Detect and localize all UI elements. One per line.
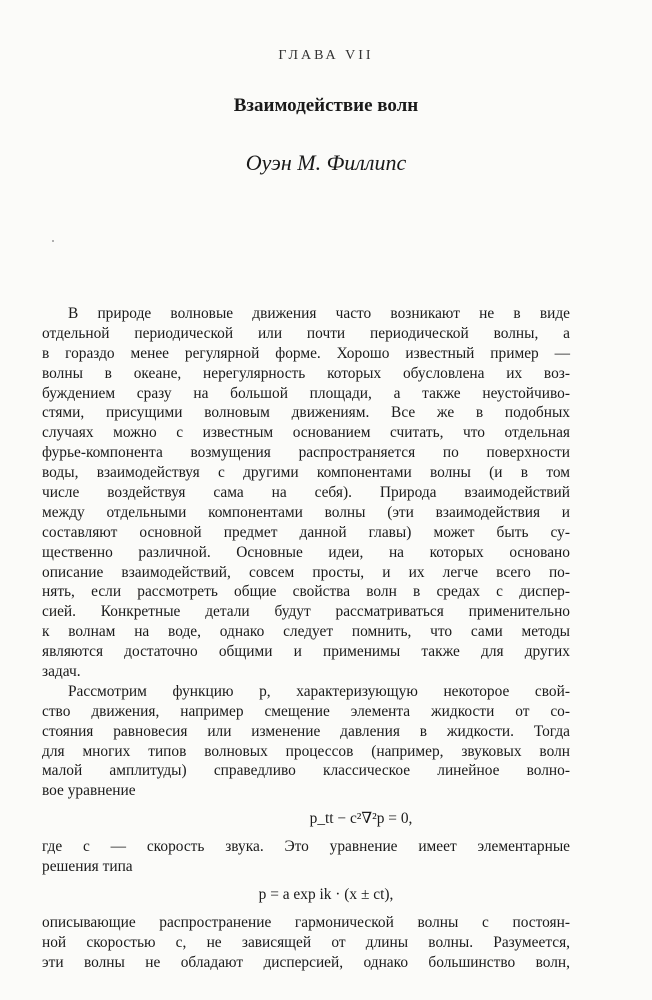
text-line: между отдельными компонентами волны (эти взаимодействия и (42, 503, 570, 521)
text-line: являются достаточно общими и применимы также для других (42, 643, 570, 661)
text-line: щественно различной. Основные идеи, на которых основано (42, 543, 570, 561)
page-speck (52, 240, 54, 242)
author-name: Оуэн М. Филлипс (245, 150, 407, 175)
text-line: фурье-компонента возмущения распространяется по поверхности (42, 444, 570, 462)
text-line: буждением сразу на большой площади, а также неустойчиво- (42, 384, 570, 402)
text-line: описывающие распространение гармонической волны с постоян- (42, 914, 570, 932)
text-line: ной скоростью c, не зависящей от длины волны. Разумеется, (42, 933, 570, 951)
text-line: где c — скорость звука. Это уравнение имеет элементарные (42, 838, 570, 856)
text-line: нять, если рассмотреть общие свойства волн в средах с диспер- (42, 583, 570, 601)
paragraph-1 (42, 304, 570, 682)
text-line: отдельной периодической или почти периодической волны, а (42, 324, 570, 342)
text-line: в гораздо менее регулярной форме. Хорошо известный пример — (42, 344, 570, 362)
text-line: решения типа (42, 858, 133, 876)
text-line: воды, взаимодействуя с другими компонентами волны (и в том (42, 464, 570, 482)
text-line: к волнам на воде, однако следует помнить, что сами методы (42, 623, 570, 641)
text-line: составляют основной предмет данной главы) может быть су- (42, 523, 570, 541)
text-line: сией. Конкретные детали будут рассматриваться применительно (42, 603, 570, 621)
chapter-heading: ГЛАВА VII (278, 48, 374, 63)
text-line: числе воздействуя сама на себя). Природа взаимодействий (42, 484, 570, 502)
text-line: Рассмотрим функцию p, характеризующую некоторое свой- (68, 682, 570, 700)
text-line: эти волны не обладают дисперсией, однако большинство волн, (42, 953, 570, 971)
text-line: вое уравнение (42, 782, 136, 800)
text-line: задач. (42, 663, 81, 681)
paragraph-3 (42, 837, 570, 877)
body-text (42, 304, 570, 973)
paragraph-2 (42, 682, 570, 801)
text-line: стями, присущими волновым движениям. Все же в подобных (42, 404, 570, 422)
text-line: описание взаимодействий, совсем просты, и их легче всего по- (42, 563, 570, 581)
text-line: малой амплитуды) справедливо классическое линейное волно- (42, 762, 570, 780)
text-line: стояния равновесия или изменение давления в жидкости. Тогда (42, 722, 570, 740)
text-line: ство движения, например смещение элемента жидкости от со- (42, 702, 570, 720)
solution-equation: p = a exp ik · (x ± ct), (258, 886, 394, 904)
chapter-title: Взаимодействие волн (233, 95, 419, 116)
text-line: волны в океане, нерегулярность которых обусловлена их воз- (42, 364, 570, 382)
paragraph-4 (42, 913, 570, 973)
text-line: для многих типов волновых процессов (например, звуковых волн (42, 742, 570, 760)
wave-equation: p_tt − c²∇²p = 0, (309, 810, 413, 828)
text-line: случаях можно с известным основанием считать, что отдельная (42, 424, 570, 442)
text-line: В природе волновые движения часто возникают не в виде (68, 305, 570, 322)
